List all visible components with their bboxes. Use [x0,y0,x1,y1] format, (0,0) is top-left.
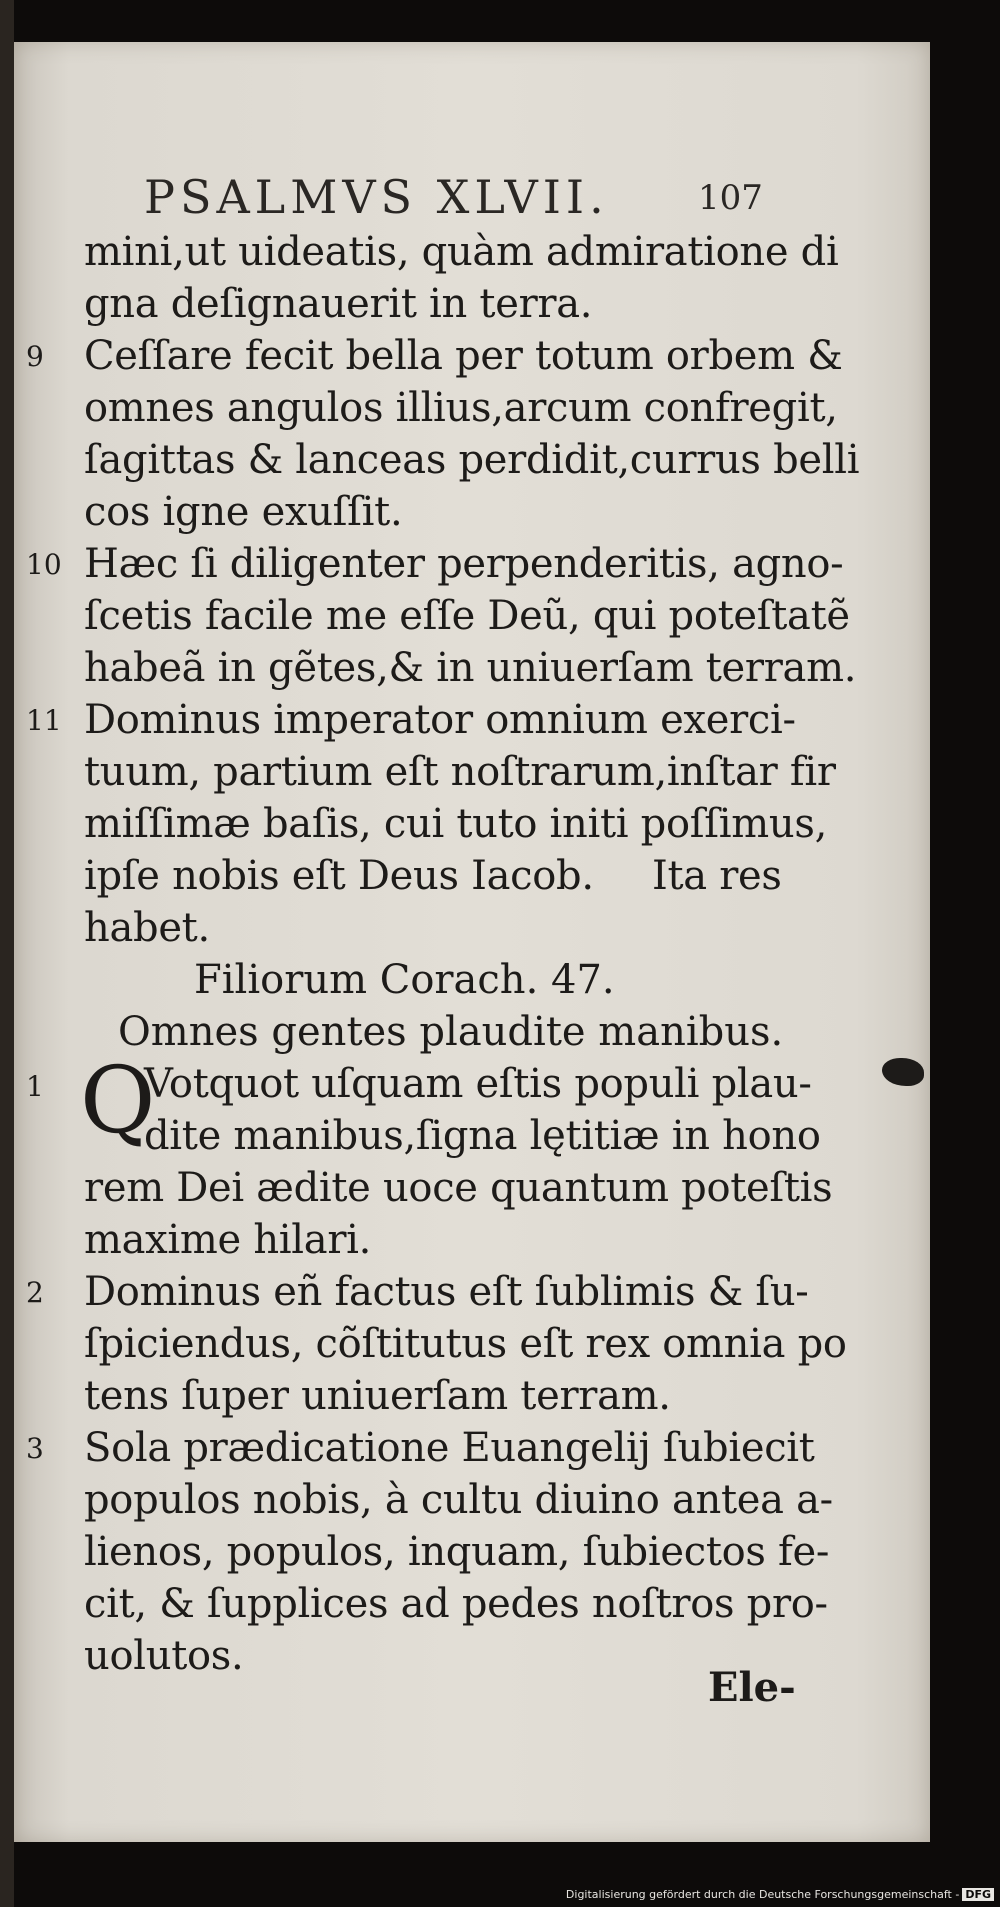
text-line: Hæc ſi diligenter perpenderitis, agno- [84,541,844,587]
text-line: uolutos. [84,1633,244,1679]
text-line: populos nobis, à cultu diuino antea a- [84,1477,833,1523]
text-line: maxime hilari. [84,1217,372,1263]
text-line: miſſimæ baſis, cui tuto initi poſſimus, [84,801,828,847]
page-number: 107 [698,178,763,218]
digitization-credit [566,1888,994,1901]
text-line: Ceſſare fecit bella per totum orbem & [84,333,843,379]
text-line: Sola prædicatione Euangelij ſubiecit [84,1425,815,1471]
text-line: cit, & ſupplices ad pedes noſtros pro- [84,1581,828,1627]
text-line: ipſe nobis eſt Deus Iacob. [84,853,594,899]
text-line: dite manibus,ſigna lętitiæ in hono [144,1113,821,1159]
text-line: habeã in gẽtes,& in uniuerſam terram. [84,645,857,691]
verse-number: 9 [26,340,44,373]
book-page [14,42,930,1842]
text-line: Ita res [652,853,782,899]
text-line: gna deſignauerit in terra. [84,281,593,327]
dfg-logo: DFG [962,1888,994,1901]
ink-blot [882,1058,924,1086]
text-line: ſpiciendus, cõſtitutus eſt rex omnia po [84,1321,847,1367]
text-line: Votquot uſquam eſtis populi plau- [144,1061,812,1107]
running-head: PSALMVS XLVII. [144,170,609,224]
verse-number: 11 [26,704,62,737]
text-line: tens ſuper uniuerſam terram. [84,1373,671,1419]
credit-text: Digitalisierung gefördert durch die Deutsche Forschungsgemeinschaft - [565,1888,960,1901]
drop-initial: Q [80,1047,156,1154]
catchword: Ele- [708,1664,796,1711]
text-line: Dominus eñ factus eſt ſublimis & ſu- [84,1269,809,1315]
book-edge [0,0,14,1907]
verse-number: 3 [26,1432,44,1465]
psalm-title: Filiorum Corach. 47. [194,957,615,1003]
text-line: omnes angulos illius,arcum confregit, [84,385,838,431]
text-line: habet. [84,905,210,951]
text-line: tuum, partium eſt noſtrarum,inſtar fir [84,749,836,795]
text-line: Dominus imperator omnium exerci- [84,697,796,743]
text-line: cos igne exuſſit. [84,489,403,535]
text-line: rem Dei ædite uoce quantum poteſtis [84,1165,833,1211]
psalm-incipit: Omnes gentes plaudite manibus. [118,1009,784,1055]
verse-number: 2 [26,1276,44,1309]
verse-number: 1 [26,1070,44,1103]
verse-number: 10 [26,548,62,581]
text-line: ſcetis facile me eſſe Deũ, qui poteſtatẽ [84,593,850,639]
text-line: lienos, populos, inquam, ſubiectos fe- [84,1529,830,1575]
text-line: mini,ut uideatis, quàm admiratione di [84,229,839,275]
text-line: ſagittas & lanceas perdidit,currus belli [84,437,860,483]
